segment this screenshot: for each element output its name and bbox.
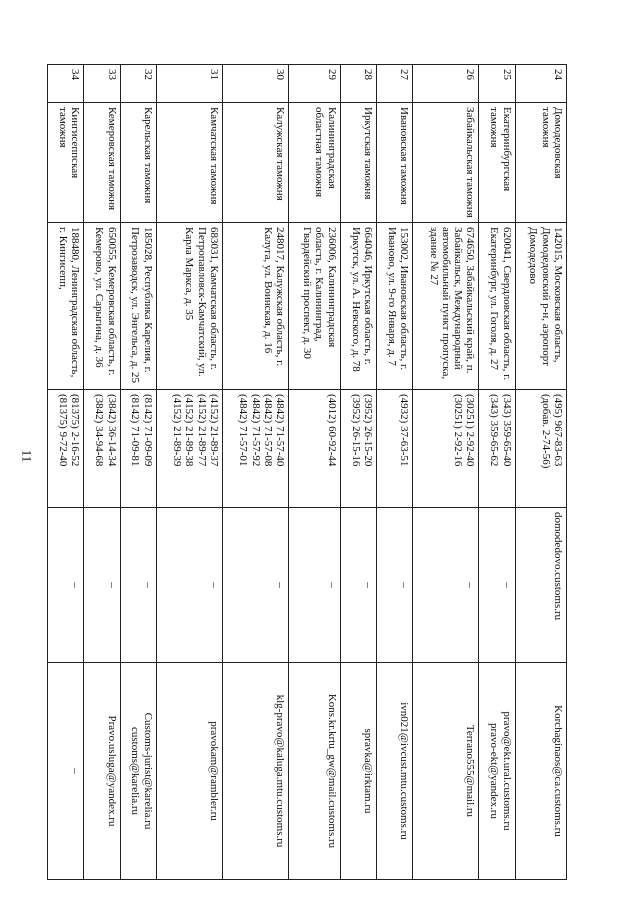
customs-office-emails bbox=[223, 663, 289, 880]
email-address: ivn021@ivcust.mtu.customs.ru bbox=[398, 702, 411, 840]
phone-number: (4152) 21-89-77 bbox=[195, 394, 208, 467]
phone-number: (8142) 71-09-09 bbox=[141, 394, 154, 467]
row-number: 25 bbox=[479, 65, 515, 103]
customs-office-phones bbox=[223, 390, 289, 508]
table-row bbox=[376, 65, 412, 880]
email-address: Terrano555@mail.ru bbox=[464, 724, 477, 818]
customs-office-website: – bbox=[289, 508, 340, 663]
customs-office-phones bbox=[376, 390, 412, 508]
phone-number: (4152) 21-89-37 bbox=[208, 394, 221, 467]
customs-office-emails bbox=[84, 663, 120, 880]
email-address: customs@karelia.ru bbox=[129, 726, 142, 816]
email-address: Korchaginaos@ca.customs.ru bbox=[552, 705, 564, 837]
customs-office-address: 650055, Кемеровская область, г. Кемерово, ул. Сарыгина, д. 36 bbox=[84, 223, 120, 390]
customs-office-name: Камчатская таможня bbox=[156, 103, 222, 223]
customs-office-phones bbox=[156, 390, 222, 508]
customs-office-name: Екатеринбургская таможня bbox=[479, 103, 515, 223]
phone-number: (4932) 37-63-51 bbox=[398, 394, 411, 467]
customs-office-name: Забайкальская таможня bbox=[413, 103, 479, 223]
table-row bbox=[223, 65, 289, 880]
customs-office-emails bbox=[515, 663, 566, 880]
customs-office-website: – bbox=[340, 508, 376, 663]
customs-office-address: 185028, Республика Карелия, г. Петрозаводск, ул. Энгельса, д. 25 bbox=[120, 223, 156, 390]
phone-number: (30251) 2-92-16 bbox=[452, 394, 465, 467]
customs-office-website: – bbox=[120, 508, 156, 663]
table-row bbox=[479, 65, 515, 880]
row-number: 33 bbox=[84, 65, 120, 103]
rotated-table-wrapper bbox=[47, 64, 567, 879]
row-number: 26 bbox=[413, 65, 479, 103]
phone-number: (4842) 71-57-92 bbox=[249, 394, 262, 467]
customs-office-address: 248017, Калужская область, г. Калуга, ул. Воинская, д. 16 bbox=[223, 223, 289, 390]
customs-office-website: – bbox=[84, 508, 120, 663]
customs-office-name: Иркутская таможня bbox=[340, 103, 376, 223]
customs-office-address: 236006, Калининградская область, г. Калининград, Гвардейский проспект, д. 30 bbox=[289, 223, 340, 390]
phone-number: (30251) 2-92-40 bbox=[464, 394, 477, 467]
customs-office-emails bbox=[479, 663, 515, 880]
customs-office-website: – bbox=[376, 508, 412, 663]
customs-office-address: 142015, Московская область, Домодедовский р-н, аэропорт Домодедово bbox=[515, 223, 566, 390]
customs-office-address: 674650, Забайкальский край, п. Забайкальск, Международный автомобильный пункт пропуска, здание № 27 bbox=[413, 223, 479, 390]
customs-office-phones bbox=[479, 390, 515, 508]
phone-number: (3952) 26-15-16 bbox=[349, 394, 362, 467]
table-row bbox=[120, 65, 156, 880]
phone-number: (4152) 21-89-39 bbox=[171, 394, 184, 467]
customs-office-phones bbox=[413, 390, 479, 508]
phone-number: (3842) 36-14-34 bbox=[105, 394, 118, 467]
customs-office-website: – bbox=[156, 508, 222, 663]
customs-office-name: Карельская таможня bbox=[120, 103, 156, 223]
phone-number: (81375) 2-16-52 bbox=[69, 394, 82, 467]
table-row bbox=[48, 65, 84, 880]
customs-office-name: Кемеровская таможня bbox=[84, 103, 120, 223]
customs-office-emails bbox=[120, 663, 156, 880]
phone-number: (3842) 34-94-68 bbox=[93, 394, 106, 467]
phone-number: (8142) 71-09-81 bbox=[129, 394, 142, 467]
customs-office-name: Калининградская областная таможня bbox=[289, 103, 340, 223]
email-address: spravka@irktam.ru bbox=[361, 728, 374, 814]
row-number: 24 bbox=[515, 65, 566, 103]
customs-office-emails bbox=[289, 663, 340, 880]
row-number: 32 bbox=[120, 65, 156, 103]
email-address: Kons.kr.krtu_gw@mail.customs.ru bbox=[325, 693, 338, 849]
table-row bbox=[84, 65, 120, 880]
customs-office-address: 153002, Ивановская область, г. Иваново, ул. 9-го Января, д. 7 bbox=[376, 223, 412, 390]
customs-office-phones bbox=[340, 390, 376, 508]
row-number: 31 bbox=[156, 65, 222, 103]
email-address: Customs-jurist@karelia.ru bbox=[141, 712, 154, 830]
phone-number: (3952) 26-15-20 bbox=[361, 394, 374, 467]
customs-office-phones bbox=[515, 390, 566, 508]
phone-number: (4012) 60-92-44 bbox=[325, 394, 338, 467]
phone-number: (добав. 2-74-56) bbox=[539, 394, 552, 469]
phone-number: (495) 967-83-63 bbox=[552, 394, 564, 467]
row-number: 29 bbox=[289, 65, 340, 103]
phone-number: (81375) 9-72-40 bbox=[57, 394, 69, 467]
customs-office-name: Калужская таможня bbox=[223, 103, 289, 223]
customs-table-body bbox=[48, 65, 567, 880]
page-number: 11 bbox=[19, 449, 35, 463]
customs-office-website: – bbox=[223, 508, 289, 663]
customs-office-emails bbox=[376, 663, 412, 880]
customs-office-name: Домодедовская таможня bbox=[515, 103, 566, 223]
phone-number: (4842) 71-57-40 bbox=[274, 394, 287, 467]
row-number: 30 bbox=[223, 65, 289, 103]
customs-office-name: Ивановская таможня bbox=[376, 103, 412, 223]
phone-number: (4842) 71-57-01 bbox=[237, 394, 250, 467]
email-address: pravo@ekt.ural.customs.ru bbox=[500, 711, 513, 831]
customs-office-phones bbox=[84, 390, 120, 508]
customs-office-address: 620041, Свердловская область, г. Екатеринбург, ул. Гоголя, д. 27 bbox=[479, 223, 515, 390]
row-number: 28 bbox=[340, 65, 376, 103]
customs-office-phones bbox=[120, 390, 156, 508]
customs-office-website: – bbox=[479, 508, 515, 663]
customs-office-website: – bbox=[48, 508, 84, 663]
phone-number: (343) 359-65-40 bbox=[500, 394, 513, 467]
table-row bbox=[156, 65, 222, 880]
phone-number: (4152) 21-89-38 bbox=[183, 394, 196, 467]
customs-office-emails bbox=[413, 663, 479, 880]
email-address: Pravo.usluga@yandex.ru bbox=[105, 715, 118, 827]
email-address: pravo-ekt@yandex.ru bbox=[488, 723, 501, 819]
email-address: pravokam@rambler.ru bbox=[208, 721, 221, 821]
customs-office-website: domodedovo.customs.ru bbox=[515, 508, 566, 663]
phone-number: (343) 359-65-62 bbox=[488, 394, 501, 467]
customs-office-emails bbox=[156, 663, 222, 880]
row-number: 27 bbox=[376, 65, 412, 103]
email-address: – bbox=[69, 768, 82, 774]
email-address: klg-pravo@kaluga.mtu.customs.ru bbox=[274, 694, 287, 848]
customs-office-address: 664046, Иркутская область, г. Иркутск, ул. А. Невского, д. 78 bbox=[340, 223, 376, 390]
customs-office-address: 188480, Ленинградская область, г. Кингисепп, bbox=[48, 223, 84, 390]
phone-number: (4842) 71-57-08 bbox=[262, 394, 275, 467]
customs-office-website: – bbox=[413, 508, 479, 663]
customs-office-address: 683031, Камчатская область, г. Петропавловск-Камчатский, ул. Карла Маркса, д. 35 bbox=[156, 223, 222, 390]
row-number: 34 bbox=[48, 65, 84, 103]
customs-office-emails bbox=[48, 663, 84, 880]
table-row bbox=[515, 65, 566, 880]
customs-table bbox=[47, 64, 567, 880]
customs-office-phones bbox=[289, 390, 340, 508]
customs-office-name: Кингисеппская таможня bbox=[48, 103, 84, 223]
customs-office-emails bbox=[340, 663, 376, 880]
customs-office-phones bbox=[48, 390, 84, 508]
table-row bbox=[340, 65, 376, 880]
table-row bbox=[413, 65, 479, 880]
table-row bbox=[289, 65, 340, 880]
